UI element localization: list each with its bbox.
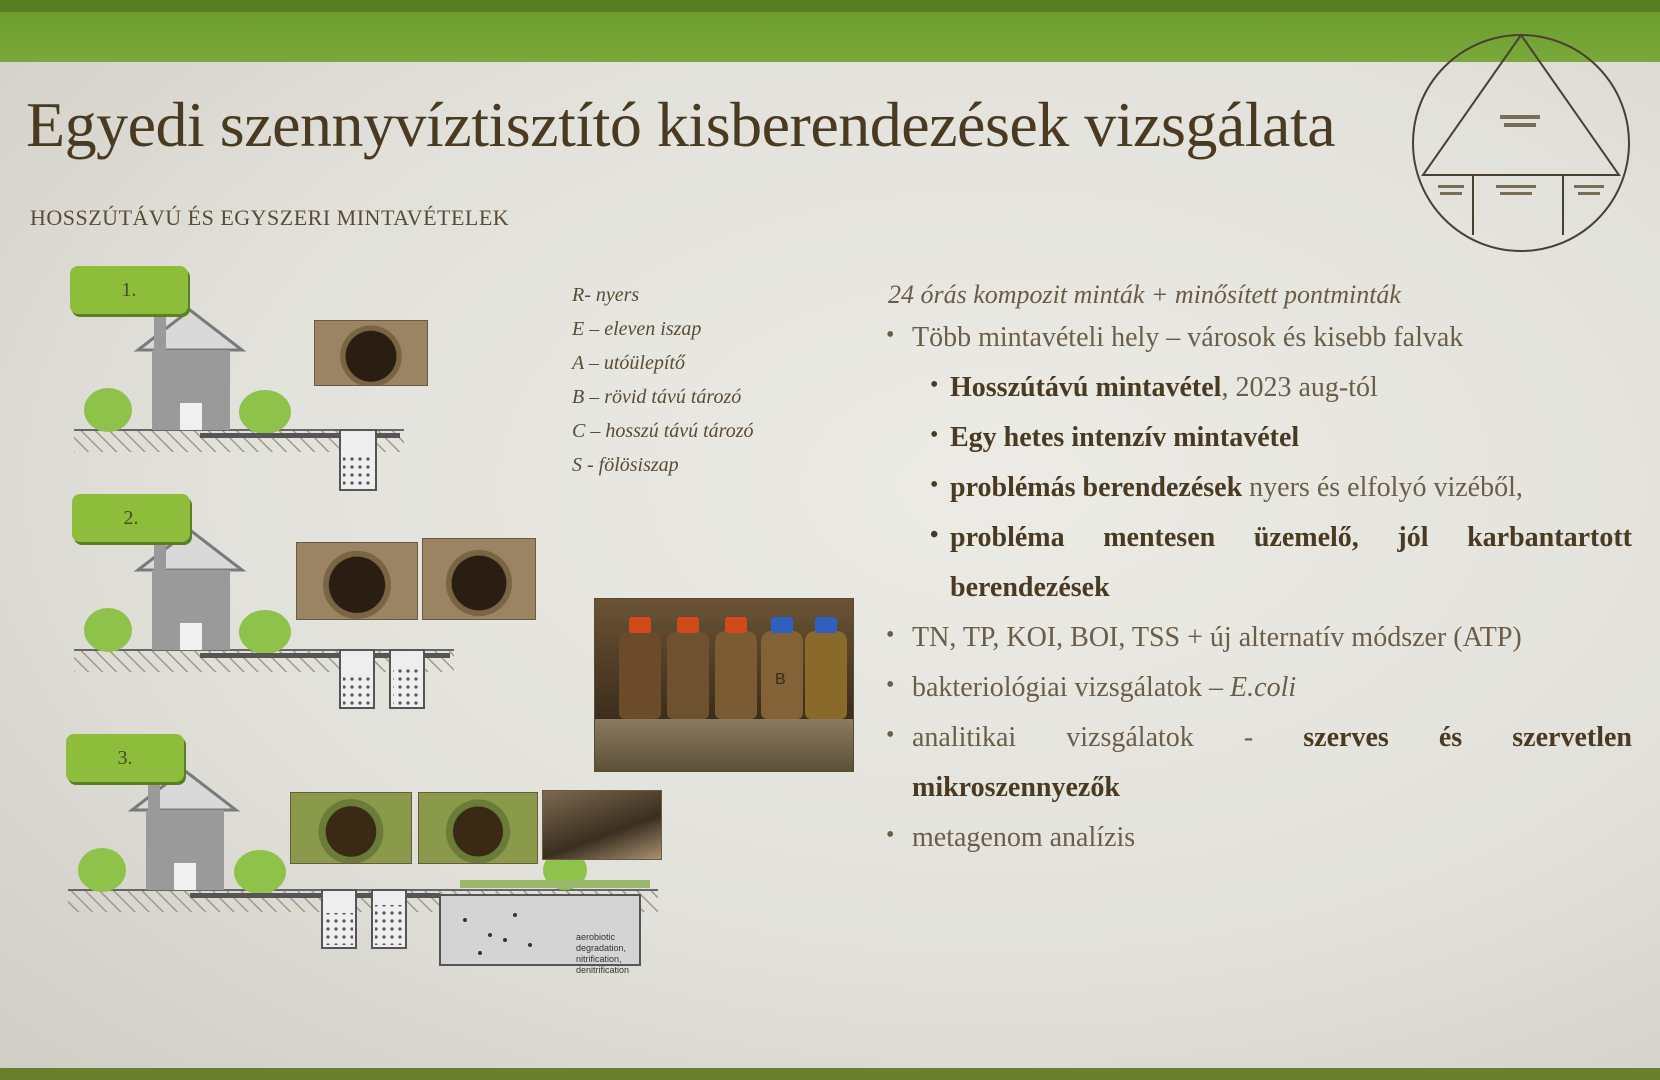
bullet-analytics-line2: mikroszennyezők: [912, 772, 1120, 803]
site-photo-3b: [418, 792, 538, 864]
bottle-2: [667, 631, 709, 719]
step-badge-2: 2.: [72, 494, 190, 542]
sample-bottles-photo: [594, 598, 854, 772]
shelf: [595, 719, 853, 771]
site-photo-3c: [542, 790, 662, 860]
step-badge-1: 1.: [70, 266, 188, 314]
bullet-analytics: • analitikai vizsgálatok - szerves és szervetlen: [880, 722, 1632, 772]
bottle-3: [715, 631, 757, 719]
legend-item: R- nyers: [572, 284, 640, 306]
legend-item: B – rövid távú tározó: [572, 386, 742, 408]
bullet-week: • Egy hetes intenzív mintavétel: [900, 422, 1632, 472]
bullet-bacteria: • bakteriológiai vizsgálatok – E.coli: [880, 672, 1632, 722]
legend: [572, 284, 812, 488]
site-photo-2a: [296, 542, 418, 620]
bullet-params: • TN, TP, KOI, BOI, TSS + új alternatív módszer (ATP): [880, 622, 1632, 672]
slide-subtitle: HOSSZÚTÁVÚ ÉS EGYSZERI MINTAVÉTELEK: [30, 205, 510, 230]
content-heading: 24 órás kompozit minták + minősített pontminták: [888, 280, 1401, 309]
bottom-bar: [0, 1068, 1660, 1080]
site-photo-2b: [422, 538, 536, 620]
legend-item: C – hosszú távú tározó: [572, 420, 754, 442]
site-photo-3a: [290, 792, 412, 864]
bullet-long-term: • Hosszútávú mintavétel, 2023 aug-tól: [900, 372, 1632, 422]
step-badge-3: 3.: [66, 734, 184, 782]
bullet-sites: • Több mintavételi hely – városok és kisebb falvak: [880, 322, 1632, 372]
bottle-5: [805, 631, 847, 719]
bullet-list: [880, 322, 1632, 872]
bottle-1: [619, 631, 661, 719]
bullet-metagenome: • metagenom analízis: [880, 822, 1632, 872]
bullet-problem: • problémás berendezések nyers és elfolyó vizéből,: [900, 472, 1632, 522]
site-photo-1: [314, 320, 428, 386]
top-shadow: [0, 0, 1660, 12]
wetland-note: aerobiotic degradation, nitrification, denitrification: [576, 932, 630, 975]
legend-item: A – utóülepítő: [572, 352, 685, 374]
legend-item: E – eleven iszap: [572, 318, 702, 340]
bottle-4: B: [761, 631, 803, 719]
bullet-ok: • probléma mentesen üzemelő, jól karbantartott: [900, 522, 1632, 572]
slide-title: Egyedi szennyvíztisztító kisberendezések vizsgálata: [26, 89, 1336, 160]
legend-item: S - fölösiszap: [572, 454, 679, 476]
circle-triangle-diagram: [1408, 30, 1634, 256]
bullet-ok-line2: berendezések: [950, 572, 1110, 603]
